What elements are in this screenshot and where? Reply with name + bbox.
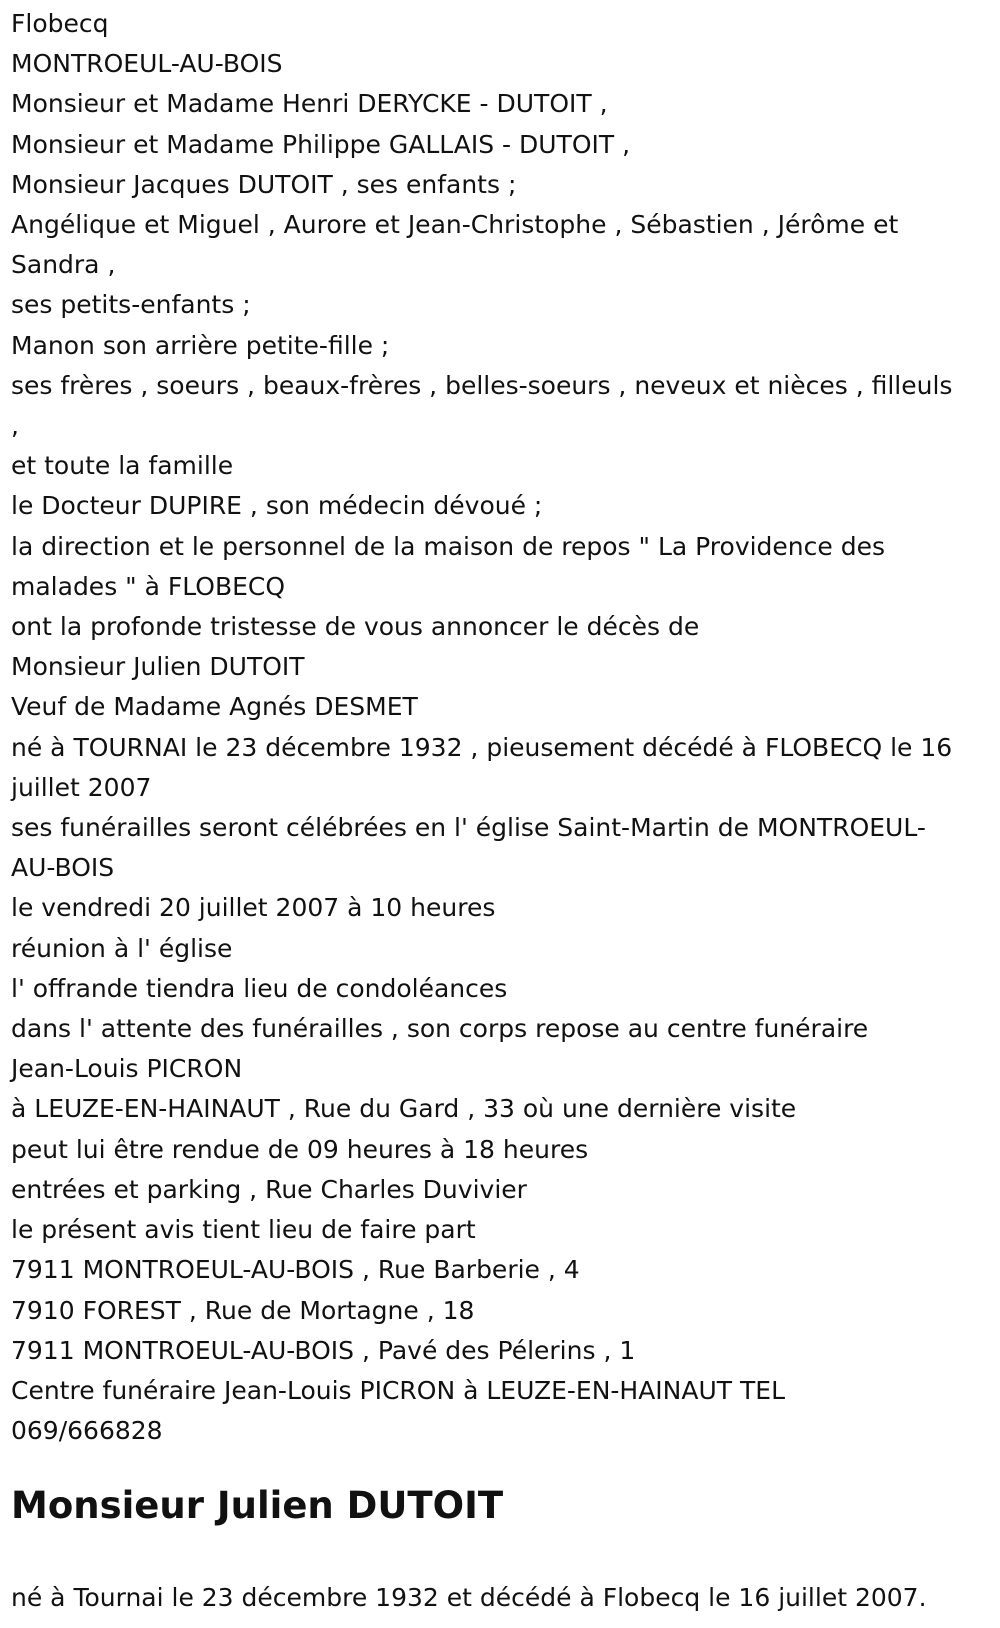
notice-line: Angélique et Miguel , Aurore et Jean-Christophe , Sébastien , Jérôme et: [11, 210, 899, 240]
notice-line: ses petits-enfants ;: [11, 290, 251, 320]
notice-line: Sandra ,: [11, 250, 116, 280]
notice-line: Monsieur et Madame Henri DERYCKE - DUTOIT ,: [11, 89, 608, 119]
notice-line: le présent avis tient lieu de faire part: [11, 1215, 476, 1245]
notice-line: peut lui être rendue de 09 heures à 18 heures: [11, 1134, 589, 1164]
notice-line: 069/666828: [11, 1416, 163, 1446]
notice-line: le Docteur DUPIRE , son médecin dévoué ;: [11, 491, 543, 521]
notice-line: ,: [11, 411, 19, 441]
notice-line: AU-BOIS: [11, 853, 115, 883]
notice-line: entrées et parking , Rue Charles Duvivier: [11, 1174, 527, 1204]
notice-line: le vendredi 20 juillet 2007 à 10 heures: [11, 893, 496, 923]
notice-line: la direction et le personnel de la maison de repos " La Providence des: [11, 531, 885, 561]
deceased-name-heading: Monsieur Julien DUTOIT: [11, 1484, 504, 1527]
notice-line: ses frères , soeurs , beaux-frères , belles-soeurs , neveux et nièces , filleuls: [11, 370, 953, 400]
notice-line: né à TOURNAI le 23 décembre 1932 , pieusement décédé à FLOBECQ le 16: [11, 732, 953, 762]
notice-line: 7911 MONTROEUL-AU-BOIS , Rue Barberie , 4: [11, 1255, 580, 1285]
notice-line: 7911 MONTROEUL-AU-BOIS , Pavé des Pélerins , 1: [11, 1335, 636, 1365]
notice-line: juillet 2007: [11, 772, 152, 802]
notice-line: ses funérailles seront célébrées en l' église Saint-Martin de MONTROEUL-: [11, 813, 926, 843]
notice-line: Jean-Louis PICRON: [11, 1054, 243, 1084]
notice-line: Manon son arrière petite-fille ;: [11, 330, 390, 360]
death-notice: [11, 4, 996, 1451]
notice-line: dans l' attente des funérailles , son corps repose au centre funéraire: [11, 1014, 869, 1044]
notice-line: malades " à FLOBECQ: [11, 571, 286, 601]
notice-line: Monsieur et Madame Philippe GALLAIS - DUTOIT ,: [11, 129, 631, 159]
notice-line: l' offrande tiendra lieu de condoléances: [11, 973, 508, 1003]
notice-line: Monsieur Jacques DUTOIT , ses enfants ;: [11, 169, 517, 199]
notice-line: Centre funéraire Jean-Louis PICRON à LEUZE-EN-HAINAUT TEL: [11, 1375, 785, 1405]
notice-line: Veuf de Madame Agnés DESMET: [11, 692, 418, 722]
notice-line: Flobecq: [11, 9, 109, 38]
notice-line: réunion à l' église: [11, 933, 233, 963]
notice-line: et toute la famille: [11, 451, 234, 481]
notice-line: ont la profonde tristesse de vous annoncer le décès de: [11, 612, 700, 642]
notice-line: 7910 FOREST , Rue de Mortagne , 18: [11, 1295, 475, 1325]
birth-death-summary: né à Tournai le 23 décembre 1932 et décédé à Flobecq le 16 juillet 2007.: [11, 1583, 927, 1612]
notice-line: MONTROEUL-AU-BOIS: [11, 49, 283, 79]
notice-line: Monsieur Julien DUTOIT: [11, 652, 305, 682]
notice-line: à LEUZE-EN-HAINAUT , Rue du Gard , 33 où une dernière visite: [11, 1094, 797, 1124]
